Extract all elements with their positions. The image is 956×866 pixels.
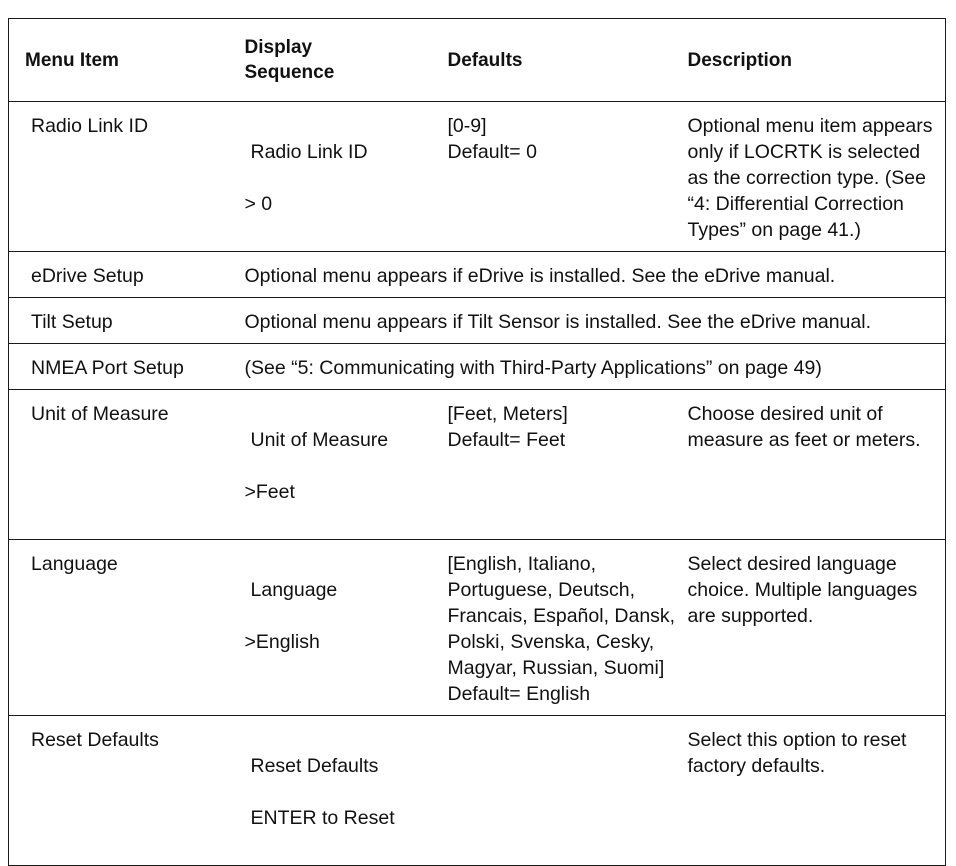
merged-note-cell: Optional menu appears if Tilt Sensor is installed. See the eDrive manual.	[245, 298, 946, 344]
table-row-tilt-setup	[9, 298, 946, 344]
display-sequence-line1: Radio Link ID	[250, 141, 368, 163]
display-sequence-line2: ENTER to Reset	[250, 807, 395, 829]
description-cell: Select desired language choice. Multiple languages are supported.	[688, 540, 946, 716]
display-sequence-cell	[245, 540, 448, 716]
menu-item-cell: Unit of Measure	[9, 390, 245, 540]
menu-item-cell: eDrive Setup	[9, 252, 245, 298]
menu-settings-table	[8, 18, 946, 866]
display-sequence-cell	[245, 102, 448, 252]
merged-note-cell: Optional menu appears if eDrive is installed. See the eDrive manual.	[245, 252, 946, 298]
header-description: Description	[688, 19, 946, 102]
header-menu-item: Menu Item	[9, 19, 245, 102]
table-row-nmea-port-setup	[9, 344, 946, 390]
display-sequence-cell	[245, 390, 448, 540]
description-cell: Choose desired unit of measure as feet or meters.	[688, 390, 946, 540]
table-row-radio-link-id	[9, 102, 946, 252]
menu-item-cell: Reset Defaults	[9, 716, 245, 866]
display-sequence-line1: Language	[250, 579, 338, 601]
display-sequence-line2: > 0	[244, 193, 273, 215]
header-display-sequence: Display Sequence	[245, 19, 448, 102]
display-sequence-line2: >Feet	[244, 481, 295, 503]
defaults-cell: [Feet, Meters] Default= Feet	[448, 390, 688, 540]
menu-item-cell: Tilt Setup	[9, 298, 245, 344]
description-cell: Optional menu item appears only if LOCRTK is selected as the correction type. (See “4: Differential Correction Types” on page 41.)	[688, 102, 946, 252]
display-sequence-line2: >English	[244, 631, 320, 653]
merged-note-cell: (See “5: Communicating with Third-Party Applications” on page 49)	[245, 344, 946, 390]
table-header-row	[9, 19, 946, 102]
display-sequence-line1: Unit of Measure	[250, 429, 389, 451]
menu-item-cell: Language	[9, 540, 245, 716]
description-cell: Select this option to reset factory defaults.	[688, 716, 946, 866]
menu-item-cell: NMEA Port Setup	[9, 344, 245, 390]
defaults-cell: [English, Italiano, Portuguese, Deutsch, Francais, Español, Dansk, Polski, Svenska, Cesky, Magyar, Russian, Suomi] Default= English	[448, 540, 688, 716]
defaults-cell	[448, 716, 688, 866]
table-row-edrive-setup	[9, 252, 946, 298]
defaults-cell: [0-9] Default= 0	[448, 102, 688, 252]
display-sequence-line1: Reset Defaults	[250, 755, 379, 777]
table-row-unit-of-measure	[9, 390, 946, 540]
table-row-reset-defaults	[9, 716, 946, 866]
display-sequence-cell	[245, 716, 448, 866]
header-defaults: Defaults	[448, 19, 688, 102]
menu-item-cell: Radio Link ID	[9, 102, 245, 252]
table-row-language	[9, 540, 946, 716]
